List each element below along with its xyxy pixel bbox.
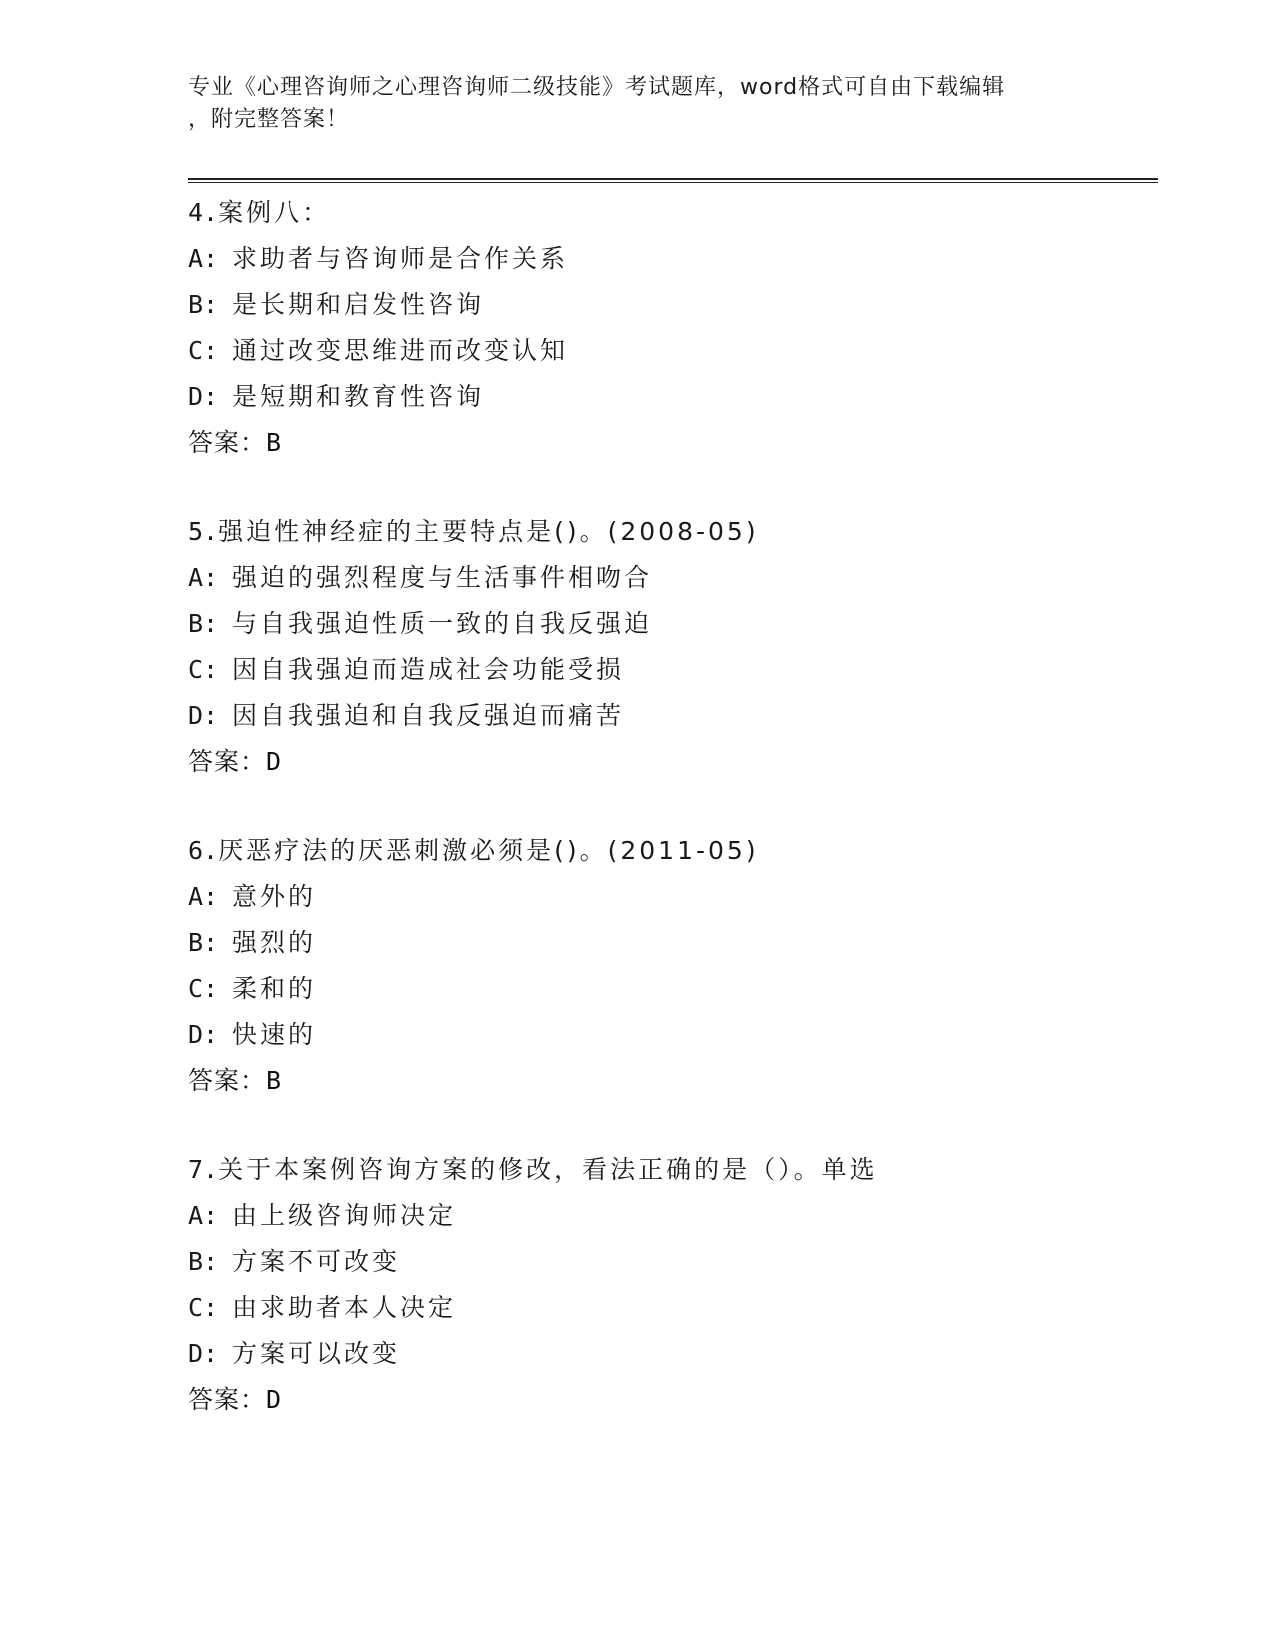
option-b (188, 1239, 1158, 1285)
option-d (188, 1331, 1158, 1377)
header-line-1: 专业《心理咨询师之心理咨询师二级技能》考试题库，word格式可自由下载编辑 (188, 75, 1006, 100)
option-c (188, 328, 1158, 374)
question-text: 厌恶疗法的厌恶刺激必须是()。(2011-05) (218, 836, 759, 865)
answer-label: 答案： (188, 428, 267, 457)
question-item (188, 1147, 1158, 1423)
question-stem (188, 1147, 1158, 1193)
option-a (188, 555, 1158, 601)
answer-line (188, 739, 1158, 785)
option-d (188, 1012, 1158, 1058)
option-text: 因自我强迫和自我反强迫而痛苦 (232, 701, 625, 730)
option-a (188, 1193, 1158, 1239)
question-item (188, 190, 1158, 466)
question-number: 5. (188, 517, 219, 546)
option-key: A: (188, 563, 219, 592)
answer-label: 答案： (188, 1385, 267, 1414)
question-text: 关于本案例咨询方案的修改，看法正确的是（）。单选 (218, 1155, 878, 1184)
option-text: 是长期和启发性咨询 (232, 290, 485, 319)
option-key: B: (188, 1247, 219, 1276)
option-b (188, 920, 1158, 966)
document-header (188, 72, 1068, 136)
question-number: 7. (188, 1155, 219, 1184)
answer-line (188, 1377, 1158, 1423)
question-item (188, 509, 1158, 785)
option-a (188, 236, 1158, 282)
option-a (188, 874, 1158, 920)
answer-value: D (266, 1385, 283, 1414)
option-c (188, 966, 1158, 1012)
option-text: 方案不可改变 (232, 1247, 401, 1276)
question-text: 强迫性神经症的主要特点是()。(2008-05) (218, 517, 759, 546)
answer-line (188, 1058, 1158, 1104)
option-d (188, 374, 1158, 420)
option-text: 强烈的 (232, 928, 317, 957)
question-number: 4. (188, 198, 219, 227)
option-text: 是短期和教育性咨询 (232, 382, 485, 411)
option-key: C: (188, 655, 219, 684)
answer-value: B (266, 428, 283, 457)
option-text: 快速的 (232, 1020, 317, 1049)
option-text: 方案可以改变 (232, 1339, 401, 1368)
question-stem (188, 828, 1158, 874)
option-key: D: (188, 701, 219, 730)
option-text: 柔和的 (232, 974, 317, 1003)
option-b (188, 601, 1158, 647)
option-key: D: (188, 1339, 219, 1368)
question-stem (188, 190, 1158, 236)
question-item (188, 828, 1158, 1104)
header-divider-thin (188, 182, 1158, 183)
option-text: 求助者与咨询师是合作关系 (232, 244, 569, 273)
option-text: 因自我强迫而造成社会功能受损 (232, 655, 625, 684)
option-key: D: (188, 382, 219, 411)
option-key: B: (188, 609, 219, 638)
answer-value: B (266, 1066, 283, 1095)
option-text: 与自我强迫性质一致的自我反强迫 (232, 609, 653, 638)
option-key: A: (188, 882, 219, 911)
option-text: 由求助者本人决定 (232, 1293, 457, 1322)
option-key: A: (188, 244, 219, 273)
option-key: C: (188, 336, 219, 365)
option-c (188, 1285, 1158, 1331)
answer-value: D (266, 747, 283, 776)
answer-label: 答案： (188, 747, 267, 776)
option-text: 由上级咨询师决定 (232, 1201, 457, 1230)
option-b (188, 282, 1158, 328)
option-key: B: (188, 290, 219, 319)
option-text: 意外的 (232, 882, 317, 911)
question-text: 案例八： (218, 198, 331, 227)
question-stem (188, 509, 1158, 555)
option-text: 通过改变思维进而改变认知 (232, 336, 569, 365)
option-key: A: (188, 1201, 219, 1230)
option-key: C: (188, 1293, 219, 1322)
question-list (188, 190, 1158, 1466)
answer-line (188, 420, 1158, 466)
option-c (188, 647, 1158, 693)
option-key: D: (188, 1020, 219, 1049)
option-key: B: (188, 928, 219, 957)
question-number: 6. (188, 836, 219, 865)
header-divider-thick (188, 178, 1158, 180)
header-line-2: ，附完整答案！ (188, 107, 350, 132)
answer-label: 答案： (188, 1066, 267, 1095)
option-text: 强迫的强烈程度与生活事件相吻合 (232, 563, 653, 592)
option-key: C: (188, 974, 219, 1003)
option-d (188, 693, 1158, 739)
